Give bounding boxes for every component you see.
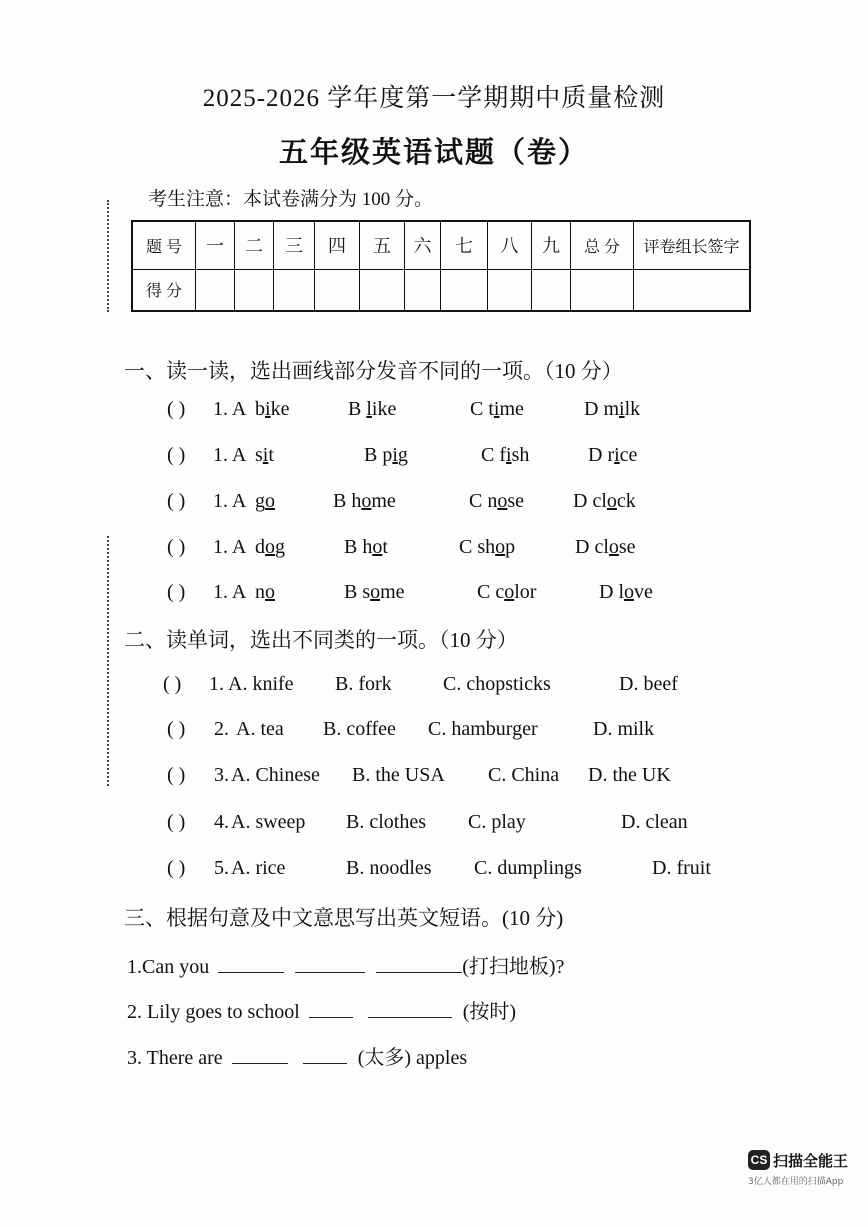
question-text: apples [416,1047,468,1069]
score-table-header-row [132,221,750,269]
score-cell: 得 分 [132,269,196,311]
exam-title: 2025-2026 学年度第一学期期中质量检测 [202,85,666,112]
score-input-cell[interactable] [360,269,405,311]
section2-heading: 二、读单词，选出不同类的一项。（10 分） [124,628,518,652]
underlined-letter: i [392,444,398,466]
option-b: B. coffee [323,718,396,740]
underlined-letter: o [372,536,383,558]
word-part: D m [584,398,619,420]
exam-notice: 考生注意：本试卷满分为 100 分。 [148,189,434,210]
answer-blank[interactable] [218,954,284,973]
underlined-letter: o [265,536,275,558]
answer-paren[interactable]: ( ) [167,857,186,879]
question-number: 1. A [213,490,247,512]
option-b [364,444,408,467]
word-part: lk [624,398,641,420]
underlined-letter: o [361,490,372,512]
score-table [131,220,751,312]
score-cell: 五 [360,221,405,269]
score-table-score-row [132,269,750,311]
score-cell: 总 分 [571,221,634,269]
word-part: D cl [573,490,607,512]
option-a: A. Chinese [231,764,320,786]
word-part: t [382,536,388,558]
word-part: se [507,490,525,512]
word-part: ck [616,490,636,512]
chinese-hint: (按时) [462,1001,517,1023]
answer-paren[interactable]: ( ) [167,536,186,558]
word-part: C c [477,581,505,603]
word-part: B p [364,444,393,466]
word-part: B h [344,536,373,558]
option-d: D. milk [593,718,655,740]
word-part: D r [588,444,615,466]
answer-blank[interactable] [232,1045,288,1064]
score-input-cell[interactable] [235,269,274,311]
fill-question-2 [127,995,516,1024]
word-part: me [380,581,405,603]
underlined-letter: i [614,444,620,466]
option-c [481,444,529,467]
score-cell: 六 [405,221,441,269]
option-b [344,536,388,559]
option-b: B. noodles [346,857,432,879]
score-input-cell[interactable] [196,269,235,311]
word-part: se [618,536,636,558]
underlined-letter: i [262,444,269,466]
score-cell: 四 [315,221,360,269]
underlined-letter: l [366,398,372,420]
score-input-cell[interactable] [532,269,571,311]
question-text: 3. There are [127,1047,223,1069]
option-c: C. play [468,811,526,833]
question-number: 5. [214,857,229,879]
score-cell: 七 [441,221,488,269]
score-cell: 九 [532,221,571,269]
word-part: g [255,490,265,512]
underlined-letter: o [497,490,508,512]
underlined-letter: o [370,581,381,603]
word-part: B [348,398,367,420]
score-cell: 一 [196,221,235,269]
scanner-name: 扫描全能王 [773,1152,849,1170]
score-cell: 八 [488,221,532,269]
word-part: me [371,490,396,512]
word-part: p [505,536,516,558]
exam-subtitle: 五年级英语试题（卷） [278,137,589,169]
option-b [333,490,396,513]
option-a [255,398,289,421]
underlined-letter: o [608,536,619,558]
word-part: n [255,581,265,603]
binding-line-top [107,200,109,312]
question-number: 1. A [213,581,247,603]
word-part: C t [470,398,494,420]
answer-blank[interactable] [303,1045,347,1064]
option-b: B. the USA [352,764,445,786]
word-part: lor [514,581,537,603]
option-c: C. China [488,764,560,786]
scanner-logo-icon: CS [748,1150,770,1170]
option-c: C. dumplings [474,857,582,879]
word-part: b [255,398,265,420]
option-d [584,398,640,421]
underlined-letter: o [265,581,275,603]
answer-blank[interactable] [295,954,365,973]
underlined-letter: o [606,490,617,512]
word-part: C sh [459,536,496,558]
answer-paren[interactable]: ( ) [167,398,186,420]
option-a [255,490,275,513]
option-d: D. clean [621,811,688,833]
underlined-letter: o [624,581,634,603]
question-number: 1. [209,673,224,695]
chinese-hint: (打扫地板)? [462,956,565,978]
question-number: 1. A [213,536,247,558]
underlined-letter: o [265,490,275,512]
question-number: 1. A [213,398,247,420]
answer-blank[interactable] [368,999,452,1018]
option-a [255,536,285,559]
option-c: C. hamburger [428,718,538,740]
answer-paren[interactable]: ( ) [167,764,186,786]
question-number: 4. [214,811,229,833]
scanner-watermark [748,1150,848,1187]
word-part: ce [619,444,638,466]
score-input-cell[interactable] [441,269,488,311]
word-part: B s [344,581,371,603]
option-a [255,444,274,467]
underlined-letter: i [619,398,625,420]
question-number: 2. [214,718,229,740]
option-b [344,581,405,604]
section3-heading: 三、根据句意及中文意思写出英文短语。(10 分) [124,906,564,930]
answer-paren[interactable]: ( ) [167,490,186,512]
question-number: 1. A [213,444,247,466]
word-part: C n [469,490,498,512]
answer-paren[interactable]: ( ) [167,581,186,603]
answer-paren[interactable]: ( ) [163,673,182,695]
score-input-cell[interactable] [315,269,360,311]
option-a: A. sweep [231,811,306,833]
question-number: 3. [214,764,229,786]
option-a: A. knife [228,673,294,695]
underlined-letter: o [504,581,515,603]
scanner-tagline: 3亿人都在用的扫描App [748,1177,844,1187]
word-part: me [499,398,524,420]
fill-question-3 [127,1041,467,1070]
option-a: A. rice [231,857,286,879]
score-input-cell[interactable] [634,269,751,311]
question-text: 1.Can you [127,956,210,978]
word-part: g [275,536,285,558]
word-part: D l [599,581,624,603]
word-part: C f [481,444,506,466]
binding-line-middle [107,536,109,786]
option-b: B. clothes [346,811,426,833]
word-part: g [397,444,408,466]
underlined-letter: i [493,398,500,420]
option-b [348,398,396,421]
option-c [459,536,515,559]
score-cell: 三 [274,221,315,269]
word-part: ve [634,581,653,603]
option-a: A. tea [236,718,284,740]
option-d: D. the UK [588,764,671,786]
underlined-letter: i [506,444,512,466]
option-d: D. beef [619,673,678,695]
fill-question-1 [127,950,564,979]
option-c [470,398,524,421]
option-c: C. chopsticks [443,673,551,695]
chinese-hint: (太多) [357,1047,412,1069]
score-cell: 题 号 [132,221,196,269]
option-b: B. fork [335,673,392,695]
question-text: 2. Lily goes to school [127,1001,300,1023]
answer-paren[interactable]: ( ) [167,718,186,740]
underlined-letter: i [265,398,271,420]
underlined-letter: o [495,536,506,558]
option-c [477,581,536,604]
score-cell: 评卷组长签字 [634,221,751,269]
option-d [599,581,653,604]
score-input-cell[interactable] [274,269,315,311]
answer-blank[interactable] [376,954,462,973]
word-part: ke [270,398,290,420]
answer-blank[interactable] [309,999,353,1018]
word-part: ike [371,398,397,420]
section1-heading: 一、读一读，选出画线部分发音不同的一项。（10 分） [124,359,623,383]
word-part: sh [511,444,530,466]
word-part: B h [333,490,362,512]
option-d [573,490,636,513]
score-input-cell[interactable] [571,269,634,311]
option-d: D. fruit [652,857,711,879]
option-d [588,444,637,467]
answer-paren[interactable]: ( ) [167,444,186,466]
score-cell: 二 [235,221,274,269]
option-c [469,490,524,513]
word-part: s [255,444,263,466]
word-part: t [268,444,274,466]
option-d [575,536,636,559]
word-part: d [255,536,265,558]
answer-paren[interactable]: ( ) [167,811,186,833]
score-input-cell[interactable] [488,269,532,311]
word-part: D cl [575,536,609,558]
score-input-cell[interactable] [405,269,441,311]
option-a [255,581,275,604]
